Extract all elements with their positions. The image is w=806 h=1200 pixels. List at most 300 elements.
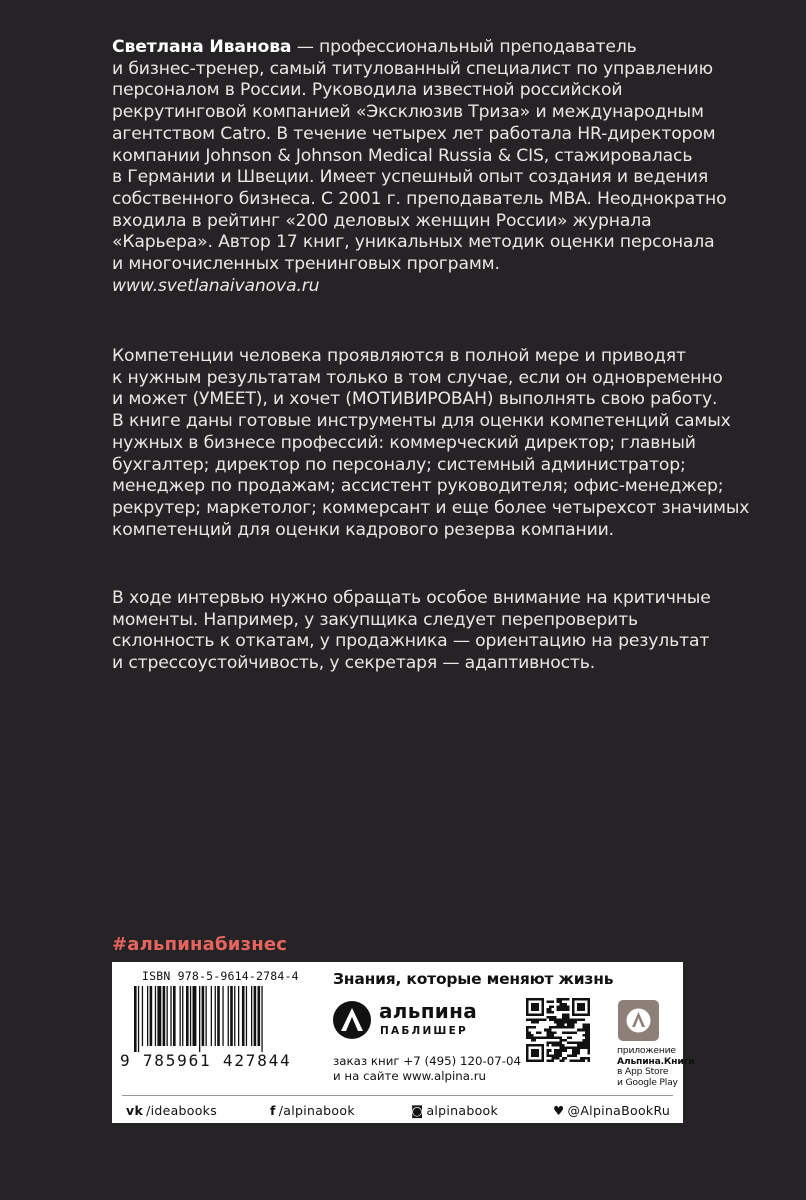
qr-module (562, 1044, 565, 1047)
social-instagram[interactable] (411, 1103, 498, 1118)
qr-module (585, 1031, 588, 1034)
qr-module (549, 1054, 552, 1057)
qr-module (582, 1024, 585, 1027)
qr-module (546, 1011, 549, 1014)
qr-module (526, 998, 544, 1001)
barcode-bar (186, 986, 189, 1046)
qr-module (585, 1042, 588, 1045)
qr-module (554, 1026, 557, 1029)
qr-module (562, 1016, 565, 1019)
barcode-bar (242, 986, 245, 1046)
qr-module (582, 1044, 585, 1047)
qr-module (526, 1059, 544, 1062)
qr-module (534, 1026, 537, 1029)
qr-module (577, 1003, 585, 1011)
panel-divider (122, 1095, 673, 1096)
qr-module (572, 1013, 590, 1016)
qr-module (534, 1021, 537, 1024)
qr-module (562, 1049, 565, 1052)
barcode-bar (238, 986, 239, 1046)
qr-module (557, 1044, 560, 1047)
alpina-logo-icon (332, 1000, 372, 1040)
qr-module (577, 1049, 580, 1052)
qr-module (559, 1049, 562, 1052)
qr-module (526, 1044, 544, 1047)
qr-module (567, 1042, 570, 1045)
bio-line: персоналом в России. Руководила известной российской (112, 80, 623, 101)
qr-module (526, 1034, 529, 1037)
qr-module (549, 1011, 552, 1014)
qr-module (526, 1029, 529, 1032)
qr-module (559, 1052, 562, 1055)
qr-module (587, 1036, 590, 1039)
order-phone: заказ книг +7 (495) 120-07-04 (333, 1054, 521, 1068)
logo-subtitle: ПАБЛИШЕР (380, 1025, 468, 1037)
qr-module (546, 1052, 549, 1055)
qr-module (549, 1036, 552, 1039)
author-name: Светлана Иванова (112, 37, 292, 57)
qr-module (564, 998, 567, 1001)
qr-module (564, 1026, 567, 1029)
barcode-bar (230, 986, 233, 1046)
note-line: моменты. Например, у закупщика следует перепроверить (112, 609, 638, 630)
qr-module (544, 1029, 547, 1032)
qr-module (529, 1036, 532, 1039)
qr-module (572, 998, 590, 1001)
qr-module (564, 1057, 567, 1060)
qr-module (587, 1044, 590, 1047)
book-description (112, 346, 750, 541)
qr-module (570, 1042, 573, 1045)
qr-module (559, 1008, 562, 1011)
qr-module (526, 1031, 529, 1034)
qr-module (572, 1026, 575, 1029)
qr-module (531, 1049, 539, 1057)
qr-module (564, 1031, 567, 1034)
barcode-bar (150, 986, 153, 1046)
qr-module (531, 1018, 534, 1021)
qr-module (546, 1031, 549, 1034)
qr-module (577, 1047, 580, 1050)
qr-module (529, 1026, 532, 1029)
qr-module (577, 1059, 580, 1062)
qr-module (552, 1054, 555, 1057)
qr-module (570, 1047, 573, 1050)
qr-module (554, 1021, 557, 1024)
description-line: бухгалтер; директор по персоналу; системный администратор; (112, 454, 686, 475)
social-handle: /ideabooks (146, 1103, 218, 1118)
description-line: нужных в бизнесе профессий: коммерческий директор; главный (112, 432, 696, 453)
barcode-bar (182, 986, 183, 1046)
qr-module (562, 1003, 565, 1006)
social-facebook[interactable] (270, 1103, 355, 1118)
qr-module (554, 1052, 557, 1055)
barcode-bar (217, 986, 220, 1046)
qr-module (557, 1042, 560, 1045)
qr-module (572, 1052, 575, 1055)
qr-module (552, 1044, 555, 1047)
qr-module (552, 1042, 555, 1045)
barcode-bar (147, 986, 148, 1046)
qr-module (570, 1031, 573, 1034)
qr-module (546, 1049, 549, 1052)
qr-module (582, 1029, 585, 1032)
qr-module (549, 1049, 552, 1052)
qr-module (549, 1001, 552, 1004)
qr-module (587, 1047, 590, 1050)
qr-module (567, 1031, 570, 1034)
qr-module (580, 1057, 583, 1060)
qr-module (587, 1049, 590, 1052)
qr-module (582, 1018, 585, 1021)
qr-module (587, 1029, 590, 1032)
qr-module (531, 1036, 534, 1039)
qr-module (552, 1034, 555, 1037)
qr-module (567, 1047, 570, 1050)
qr-module (567, 1021, 570, 1024)
qr-module (534, 1036, 537, 1039)
qr-module (572, 1042, 575, 1045)
qr-module (526, 1018, 529, 1021)
qr-module (559, 1036, 562, 1039)
qr-module (575, 1049, 578, 1052)
qr-module (564, 1008, 567, 1011)
qr-module (575, 1059, 578, 1062)
series-hashtag: #альпинабизнес (112, 934, 288, 955)
qr-module (557, 1018, 560, 1021)
order-site: и на сайте www.alpina.ru (333, 1069, 487, 1083)
barcode-bar (228, 986, 229, 1046)
qr-module (575, 1054, 578, 1057)
qr-module (587, 1059, 590, 1062)
social-handle: @AlpinaBookRu (567, 1103, 671, 1118)
alpina-app-icon[interactable] (618, 1000, 659, 1041)
qr-module (544, 1018, 547, 1021)
qr-module (559, 1039, 562, 1042)
qr-module (552, 1018, 555, 1021)
qr-module (562, 1013, 565, 1016)
qr-module (554, 1042, 557, 1045)
qr-module (526, 1044, 529, 1062)
qr-module (557, 1049, 560, 1052)
qr-module (575, 1018, 578, 1021)
bio-line: компании Johnson & Johnson Medical Russia & CIS, стажировалась (112, 145, 693, 166)
qr-module (575, 1031, 578, 1034)
qr-module (562, 1047, 565, 1050)
bio-line: и многочисленных тренинговых программ. (112, 254, 500, 275)
qr-module (570, 1026, 573, 1029)
barcode-bar (167, 986, 168, 1046)
qr-module (562, 1039, 565, 1042)
qr-module (552, 1059, 555, 1062)
qr-module (541, 1018, 544, 1021)
social-twitter[interactable] (553, 1103, 670, 1118)
barcode-bar (206, 986, 207, 1046)
bio-first-line (112, 37, 692, 59)
qr-module (552, 1031, 555, 1034)
qr-module (534, 1018, 537, 1021)
author-website-link[interactable]: www.svetlanaivanova.ru (112, 275, 320, 296)
barcode-bar (193, 986, 197, 1046)
qr-module (580, 1044, 583, 1047)
qr-module (557, 1052, 560, 1055)
qr-module (585, 1026, 588, 1029)
qr-module (554, 1031, 557, 1034)
qr-module (567, 1054, 570, 1057)
qr-module (552, 1026, 555, 1029)
qr-module (549, 1029, 552, 1032)
qr-module (549, 1034, 552, 1037)
qr-module (575, 1052, 578, 1055)
qr-module (582, 1039, 585, 1042)
qr-module (534, 1039, 537, 1042)
description-line: к нужным результатам только в том случае, если он одновременно (112, 367, 723, 388)
qr-module (572, 1031, 575, 1034)
qr-module (546, 1034, 549, 1037)
qr-module (562, 1018, 565, 1021)
barcode-bar (211, 986, 212, 1046)
description-line: компетенций для оценки кадрового резерва компании. (112, 519, 614, 540)
barcode-bar (134, 986, 137, 1052)
qr-module (549, 1031, 552, 1034)
qr-module (580, 1059, 583, 1062)
barcode-bar (180, 986, 181, 1046)
qr-module (582, 1059, 585, 1062)
qr-module (557, 1054, 560, 1057)
qr-module (526, 1036, 529, 1039)
qr-module (552, 1036, 555, 1039)
qr-module (552, 1016, 555, 1019)
qr-module (572, 1059, 575, 1062)
qr-module (564, 1049, 567, 1052)
qr-module (559, 1026, 562, 1029)
qr-module (526, 1026, 529, 1029)
barcode-bar (173, 986, 176, 1046)
qr-module (529, 1031, 532, 1034)
description-line: и может (УМЕЕТ), и хочет (МОТИВИРОВАН) выполнять свою работу. (112, 389, 718, 410)
qr-module (549, 1059, 552, 1062)
social-vk[interactable] (126, 1103, 217, 1118)
logo-name: альпина (379, 999, 478, 1023)
qr-module (549, 1042, 552, 1045)
qr-module (546, 1001, 549, 1004)
bio-line: и бизнес-тренер, самый титулованный специалист по управлению (112, 58, 713, 79)
qr-module (582, 1047, 585, 1050)
barcode-bar (199, 986, 200, 1052)
qr-module (549, 1006, 552, 1009)
qr-code[interactable] (526, 998, 590, 1062)
qr-module (531, 1003, 539, 1011)
qr-module (559, 1047, 562, 1050)
qr-module (564, 1047, 567, 1050)
qr-module (531, 1039, 534, 1042)
qr-module (554, 1049, 557, 1052)
bio-line: рекрутинговой компанией «Эксклюзив Триза» и международным (112, 102, 704, 123)
social-handle: /alpinabook (278, 1103, 355, 1118)
description-line: менеджер по продажам; ассистент руководителя; офис-менеджер; (112, 476, 724, 497)
description-line: В книге даны готовые инструменты для оценки компетенций самых (112, 411, 731, 432)
qr-module (562, 998, 565, 1001)
qr-module (554, 1018, 557, 1021)
qr-module (562, 1006, 565, 1009)
qr-module (567, 998, 570, 1001)
qr-module (531, 1021, 534, 1024)
qr-module (570, 1024, 573, 1027)
qr-module (549, 1016, 552, 1019)
qr-module (585, 1036, 588, 1039)
qr-module (554, 1054, 557, 1057)
barcode-bar (202, 986, 205, 1046)
qr-module (562, 1021, 565, 1024)
description-line: рекрутер; маркетолог; коммерсант и еще более четырехсот значимых (112, 497, 750, 518)
barcode-bar (246, 986, 247, 1046)
qr-module (572, 1049, 575, 1052)
qr-module (531, 1034, 534, 1037)
qr-module (557, 1008, 560, 1011)
qr-module (587, 1052, 590, 1055)
order-info (333, 1054, 521, 1084)
qr-module (546, 1059, 549, 1062)
qr-module (564, 1016, 567, 1019)
barcode-bar (163, 986, 166, 1046)
qr-module (546, 1054, 549, 1057)
qr-module (585, 1047, 588, 1050)
qr-module (557, 1026, 560, 1029)
barcode-bar (155, 986, 156, 1046)
qr-module (552, 1057, 555, 1060)
qr-module (559, 1059, 562, 1062)
qr-module (554, 1036, 557, 1039)
qr-module (557, 1006, 560, 1009)
isbn-label: ISBN 978-5-9614-2784-4 (142, 969, 299, 983)
qr-module (572, 1021, 575, 1024)
barcode-bar (251, 986, 252, 1046)
qr-module (587, 1034, 590, 1037)
app-store-info (617, 1046, 694, 1088)
qr-module (575, 1021, 578, 1024)
qr-module (539, 1018, 542, 1021)
qr-module (572, 1054, 575, 1057)
qr-module (559, 1042, 562, 1045)
qr-module (557, 1024, 560, 1027)
barcode-bar (190, 986, 191, 1046)
qr-module (587, 1026, 590, 1029)
qr-module (582, 1034, 585, 1037)
qr-module (582, 1042, 585, 1045)
barcode-bar (170, 986, 171, 1046)
bio-line: в Германии и Швеции. Имеет успешный опыт создания и ведения (112, 167, 709, 188)
barcode-bar (234, 986, 235, 1046)
qr-module (557, 1001, 560, 1004)
qr-module (570, 1018, 573, 1021)
qr-module (562, 1031, 565, 1034)
barcode-number: 9 785961 427844 (120, 1051, 292, 1070)
qr-module (564, 1003, 567, 1006)
app-line-1: приложение (617, 1045, 676, 1056)
qr-module (582, 1057, 585, 1060)
qr-module (580, 1042, 583, 1045)
qr-module (546, 1042, 549, 1045)
qr-module (577, 1042, 580, 1045)
qr-module (546, 1036, 549, 1039)
app-line-4: и Google Play (617, 1076, 678, 1088)
twitter-icon: ♥ (553, 1103, 565, 1118)
qr-module (541, 998, 544, 1016)
qr-module (562, 1059, 565, 1062)
qr-module (577, 1044, 580, 1047)
qr-module (567, 1036, 570, 1039)
qr-module (577, 1029, 580, 1032)
qr-module (570, 1054, 573, 1057)
qr-module (572, 1047, 575, 1050)
qr-module (570, 1059, 573, 1062)
qr-module (564, 1021, 567, 1024)
description-line: Компетенции человека проявляются в полной мере и приводят (112, 346, 686, 366)
qr-module (541, 1036, 544, 1039)
qr-module (585, 1024, 588, 1027)
qr-module (567, 1024, 570, 1027)
qr-module (554, 1057, 557, 1060)
qr-module (531, 1026, 534, 1029)
bio-line: собственного бизнеса. С 2001 г. преподаватель MBA. Неоднократно (112, 188, 727, 209)
barcode-bar (138, 986, 139, 1052)
note-line: В ходе интервью нужно обращать особое внимание на критичные (112, 588, 711, 608)
qr-module (536, 1036, 539, 1039)
qr-module (567, 1006, 570, 1009)
social-handle: alpinabook (426, 1103, 499, 1118)
bio-first-line-rest: — профессиональный преподаватель (291, 37, 637, 57)
bio-line: «Карьера». Автор 17 книг, уникальных методик оценки персонала (112, 232, 715, 253)
qr-module (559, 1021, 562, 1024)
qr-module (580, 1047, 583, 1050)
qr-module (526, 998, 529, 1016)
barcode-bar (142, 986, 143, 1046)
qr-module (549, 1008, 552, 1011)
qr-module (557, 998, 560, 1001)
author-bio (112, 37, 727, 297)
qr-module (587, 998, 590, 1016)
barcode-bar (157, 986, 161, 1046)
qr-module (562, 1024, 565, 1027)
qr-module (575, 1047, 578, 1050)
qr-module (562, 1008, 565, 1011)
qr-module (572, 998, 575, 1016)
qr-module (587, 1024, 590, 1027)
qr-module (585, 1057, 588, 1060)
qr-module (587, 1042, 590, 1045)
qr-module (567, 1013, 570, 1016)
note-line: и стрессоустойчивость, у секретаря — адаптивность. (112, 653, 596, 674)
qr-module (587, 1031, 590, 1034)
qr-module (559, 998, 562, 1001)
app-line-2: Альпина.Книги (617, 1055, 695, 1067)
qr-module (575, 1042, 578, 1045)
barcode-bar (261, 986, 262, 1052)
facebook-icon: f (270, 1103, 276, 1118)
qr-module (585, 1044, 588, 1047)
qr-module (557, 1036, 560, 1039)
vk-icon: vk (126, 1103, 144, 1118)
qr-module (585, 1029, 588, 1032)
qr-module (564, 1018, 567, 1021)
qr-module (536, 1021, 539, 1024)
qr-module (587, 1039, 590, 1042)
note-line: склонность к откатам, у продажника — ориентацию на результат (112, 631, 710, 652)
publisher-panel (112, 962, 695, 1123)
qr-module (567, 1026, 570, 1029)
bio-line: входила в рейтинг «200 деловых женщин России» журнала (112, 210, 652, 231)
qr-module (546, 1044, 549, 1047)
